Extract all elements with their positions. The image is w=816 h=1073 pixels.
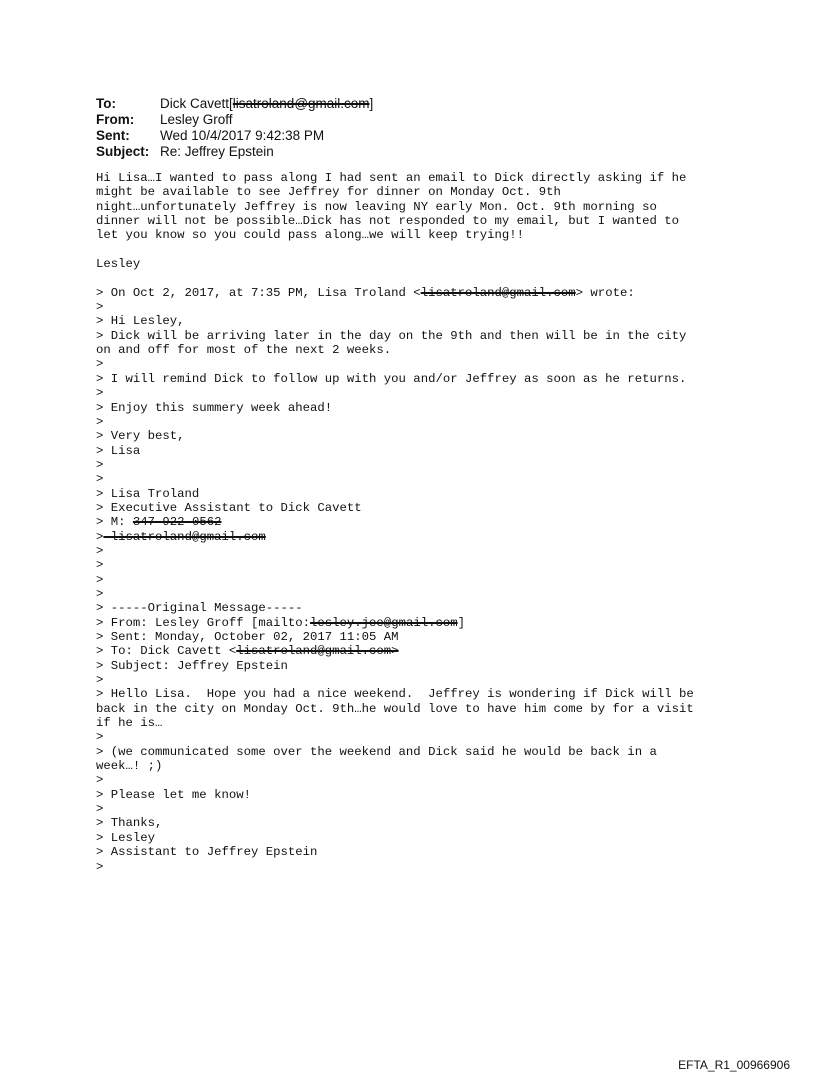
quote-line: > -----Original Message----- xyxy=(96,601,303,616)
quote-line: > xyxy=(96,586,104,601)
quote-line: back in the city on Monday Oct. 9th…he would love to have him come by for a visit xyxy=(96,701,694,716)
body-line: dinner will not be possible…Dick has not responded to my email, but I wanted to xyxy=(96,214,679,229)
document-id: EFTA_R1_00966906 xyxy=(678,1058,790,1072)
quote-line: > xyxy=(96,730,104,745)
body-line: let you know so you could pass along…we will keep trying!! xyxy=(96,228,525,243)
quote-line: > xyxy=(96,558,104,573)
to-name: Dick Cavett[ xyxy=(160,96,233,111)
sent-row xyxy=(96,128,373,144)
quote-text: > On Oct 2, 2017, at 7:35 PM, Lisa Troland < xyxy=(96,285,421,300)
quote-line: > Very best, xyxy=(96,429,185,444)
quote-line xyxy=(96,644,796,658)
quote-line: > I will remind Dick to follow up with you and/or Jeffrey as soon as he returns. xyxy=(96,371,687,386)
quote-line: > xyxy=(96,472,104,487)
sent-label: Sent: xyxy=(96,128,130,143)
body-line: night…unfortunately Jeffrey is now leaving NY early Mon. Oct. 9th morning so xyxy=(96,199,657,214)
quote-text: ] xyxy=(457,615,465,630)
subject-row xyxy=(96,144,373,160)
from-label: From: xyxy=(96,112,135,127)
quote-line xyxy=(96,286,796,300)
quote-line: > Subject: Jeffrey Epstein xyxy=(96,658,288,673)
body-line: Hi Lisa…I wanted to pass along I had sent an email to Dick directly asking if he xyxy=(96,171,687,185)
redacted-phone: 347-922-0562 xyxy=(132,515,222,530)
quote-line: > xyxy=(96,572,104,587)
quote-line: > Assistant to Jeffrey Epstein xyxy=(96,845,318,860)
quote-line: > Lisa Troland xyxy=(96,486,200,501)
subject-label: Subject: xyxy=(96,144,150,159)
body-line: might be available to see Jeffrey for dinner on Monday Oct. 9th xyxy=(96,185,561,200)
subject-value: Re: Jeffrey Epstein xyxy=(160,144,274,159)
quote-line: > xyxy=(96,414,104,429)
blank-line xyxy=(96,271,796,285)
quote-line: > xyxy=(96,673,104,688)
quote-line: on and off for most of the next 2 weeks. xyxy=(96,343,392,358)
quote-line: > xyxy=(96,802,104,817)
to-row xyxy=(96,96,373,112)
quote-text: > From: Lesley Groff [mailto: xyxy=(96,615,311,630)
quote-line: > xyxy=(96,357,104,372)
quote-line: > (we communicated some over the weekend and Dick said he would be back in a xyxy=(96,744,657,759)
quote-line xyxy=(96,515,796,529)
quote-line: > Lesley xyxy=(96,830,156,845)
quote-line: > xyxy=(96,859,104,874)
quote-line: > Executive Assistant to Dick Cavett xyxy=(96,500,362,515)
redacted-email: lisatroland@gmail.com xyxy=(420,285,576,300)
to-email-redacted: lisatroland@gmail.com xyxy=(232,96,370,111)
quote-line xyxy=(96,616,796,630)
sent-value: Wed 10/4/2017 9:42:38 PM xyxy=(160,128,325,143)
quote-text: > wrote: xyxy=(575,285,635,300)
quote-line: > Please let me know! xyxy=(96,787,251,802)
quote-line xyxy=(96,530,796,544)
quote-text: > xyxy=(96,529,104,544)
to-value xyxy=(160,96,373,112)
quote-line: week…! ;) xyxy=(96,759,163,774)
redacted-email: lisatroland@gmail.com xyxy=(103,529,266,544)
from-value: Lesley Groff xyxy=(160,112,233,127)
blank-line xyxy=(96,243,796,257)
to-label: To: xyxy=(96,96,116,111)
email-header xyxy=(96,96,373,160)
quote-line: > xyxy=(96,543,104,558)
from-row xyxy=(96,112,373,128)
quote-text: > To: Dick Cavett < xyxy=(96,644,237,659)
quote-line: > xyxy=(96,386,104,401)
quote-line: > xyxy=(96,773,104,788)
quote-line: > Hello Lisa. Hope you had a nice weekend. Jeffrey is wondering if Dick will be xyxy=(96,687,694,702)
quote-text: > M: xyxy=(96,515,133,530)
quote-line: if he is… xyxy=(96,716,163,731)
redacted-email: lisatroland@gmail.com> xyxy=(236,644,399,659)
quote-line: > Hi Lesley, xyxy=(96,314,185,329)
quote-line: > Dick will be arriving later in the day on the 9th and then will be in the city xyxy=(96,328,687,343)
quote-line: > xyxy=(96,457,104,472)
quote-line: > Sent: Monday, October 02, 2017 11:05 AM xyxy=(96,630,399,644)
signature-line: Lesley xyxy=(96,257,141,272)
quote-line: > xyxy=(96,300,104,315)
quote-line: > Thanks, xyxy=(96,816,163,831)
quote-line: > Enjoy this summery week ahead! xyxy=(96,400,333,415)
redacted-email: lesley.jee@gmail.com xyxy=(310,615,458,630)
quote-line: > Lisa xyxy=(96,443,141,458)
to-close: ] xyxy=(369,96,374,111)
email-body xyxy=(96,171,796,874)
